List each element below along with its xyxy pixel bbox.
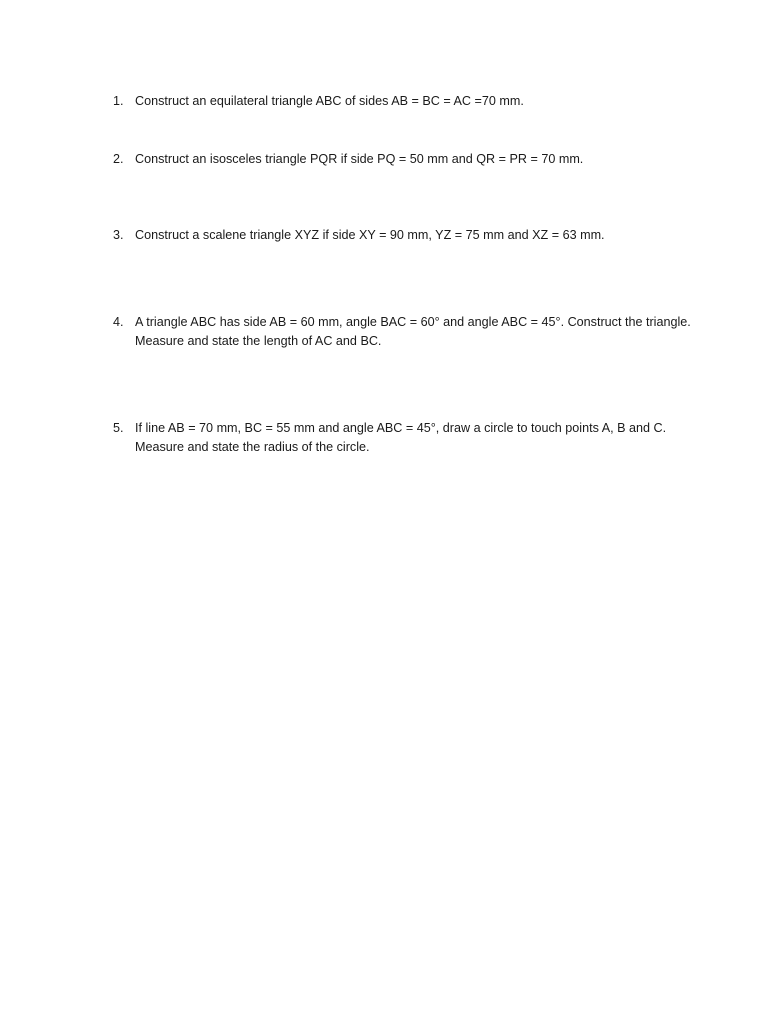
question-number: 4. — [113, 315, 124, 329]
question-line: Measure and state the radius of the circle. — [135, 440, 370, 454]
question-2 — [113, 150, 693, 169]
question-line: Construct an isosceles triangle PQR if side PQ = 50 mm and QR = PR = 70 mm. — [135, 152, 584, 166]
question-line: Construct an equilateral triangle ABC of sides AB = BC = AC =70 mm. — [135, 94, 524, 108]
question-1 — [113, 92, 693, 111]
question-line: Construct a scalene triangle XYZ if side XY = 90 mm, YZ = 75 mm and XZ = 63 mm. — [135, 228, 605, 242]
question-text — [135, 92, 693, 111]
question-4 — [113, 313, 693, 351]
question-text — [135, 226, 693, 245]
question-line: A triangle ABC has side AB = 60 mm, angle BAC = 60° and angle ABC = 45°. Construct the triangle. — [135, 315, 691, 329]
question-text — [135, 419, 693, 457]
question-number: 1. — [113, 94, 124, 108]
question-text — [135, 313, 693, 351]
question-3 — [113, 226, 693, 245]
question-line: If line AB = 70 mm, BC = 55 mm and angle ABC = 45°, draw a circle to touch points A, B and C. — [135, 421, 667, 435]
question-5 — [113, 419, 693, 457]
question-number: 2. — [113, 152, 124, 166]
question-number: 5. — [113, 421, 124, 435]
question-number: 3. — [113, 228, 124, 242]
question-text — [135, 150, 693, 169]
question-line: Measure and state the length of AC and BC. — [135, 334, 382, 348]
